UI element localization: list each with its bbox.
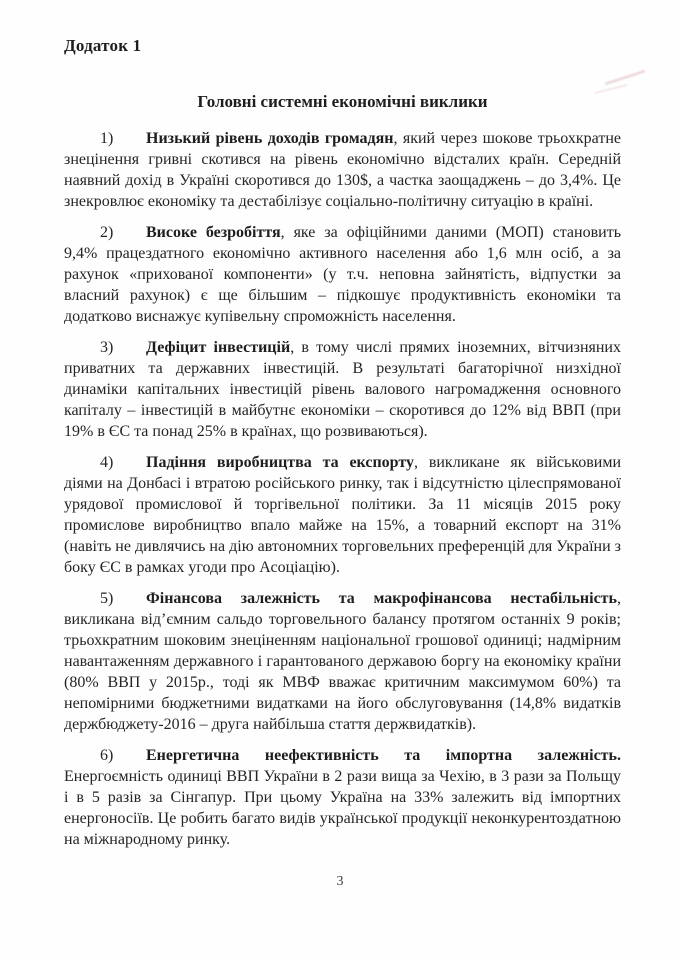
item-text: , викликана від’ємним сальдо торговельного балансу протягом останніх 9 років; трьохкратним шоковим знеціненням національної грошової одиниці; надмірним навантаженням державного і гарантованого державою боргу на економіку країни (80% ВВП у 2015р., тоді як МВФ вважає критичним максимумом 60%) та непомірними бюджетними видатками на його обслуговування (14,8% видатків держбюджету-2016 – друга найбільша стаття держвидатків). — [64, 590, 621, 733]
item-text: , викликане як військовими діями на Донбасі і втратою російського ринку, так і відсутністю цілеспрямованої урядової промислової й торгівельної політики. За 11 місяців 2015 року промислове виробництво впало майже на 15%, а товарний експорт на 31% (навіть не дивлячись на дію автономних торговельних преференцій для України з боку ЄС в рамках угоди про Асоціацію). — [64, 454, 621, 576]
item-text: Енергоємність одиниці ВВП України в 2 рази вища за Чехію, в 3 рази за Польщу і в 5 разів за Сінгапур. При цьому Україна на 33% залежить від імпортних енергоносіїв. Це робить багато видів української продукції неконкурентоздатною на міжнародному ринку. — [64, 768, 621, 848]
paragraph-6 — [64, 745, 621, 850]
item-text: , який через шокове трьохкратне знецінення гривні скотився на рівень економічно відсталих країн. Середній наявний дохід в Україні скоротився до 130$, а частка заощаджень – до 3,4%. Це знекровлює економіку та дестабілізує соціально-політичну ситуацію в країні. — [64, 130, 621, 210]
item-heading: Фінансова залежність та макрофінансова нестабільність — [146, 590, 617, 607]
document-title: Головні системні економічні виклики — [197, 92, 488, 111]
item-heading: Енергетична неефективність та імпортна залежність. — [146, 747, 621, 764]
item-number: 3) — [100, 339, 114, 356]
item-heading: Дефіцит інвестицій — [146, 339, 291, 356]
smudge-streak — [605, 70, 646, 86]
paragraph-3 — [64, 337, 621, 442]
item-heading: Падіння виробництва та експорту — [146, 454, 415, 471]
item-heading: Низький рівень доходів громадян — [146, 130, 394, 147]
paragraph-1 — [64, 128, 621, 212]
item-text: , яке за офіційними даними (МОП) становить 9,4% працездатного економічно активного населення або 1,6 млн осіб, а за рахунок «прихованої компоненти» (у т.ч. неповна зайнятість, відпустки за власний рахунок) є ще більшим – підкошує продуктивність економіки та додатково виснажує купівельну спроможність населення. — [64, 224, 621, 325]
item-text: , в тому числі прямих іноземних, вітчизняних приватних та державних інвестицій. В результаті багаторічної низхідної динаміки капітальних інвестицій рівень валового нагромадження основного капіталу – інвестицій в майбутнє економіки – скоротився до 12% від ВВП (при 19% в ЄС та понад 25% в країнах, що розвиваються). — [64, 339, 621, 440]
item-number: 6) — [100, 747, 114, 764]
item-heading: Високе безробіття — [146, 224, 281, 241]
paragraph-5 — [64, 588, 621, 735]
item-number: 2) — [100, 224, 114, 241]
paragraph-4 — [64, 452, 621, 578]
item-number: 1) — [100, 130, 114, 147]
appendix-label: Додаток 1 — [64, 36, 142, 55]
item-number: 5) — [100, 590, 114, 607]
page-number: 3 — [336, 874, 344, 889]
paragraph-2 — [64, 222, 621, 327]
item-number: 4) — [100, 454, 114, 471]
document-body — [64, 128, 621, 860]
